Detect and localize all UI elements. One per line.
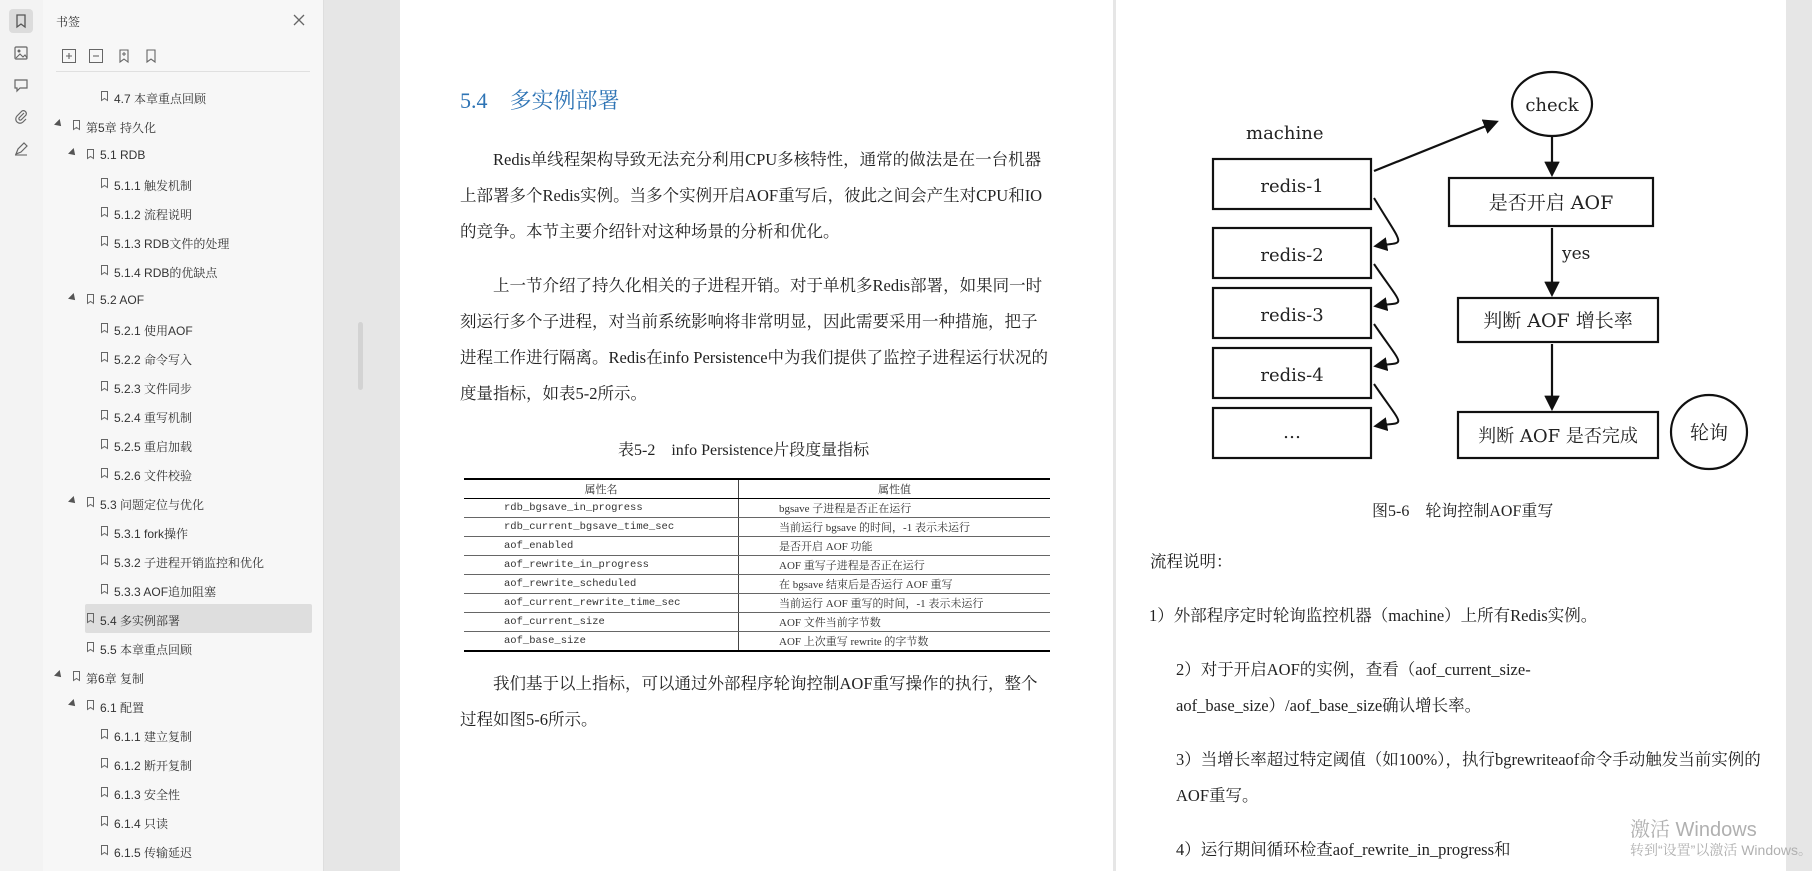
bookmark-item-icon xyxy=(101,178,108,188)
bookmark-item-icon xyxy=(101,555,108,565)
poll-arrow xyxy=(1374,324,1398,366)
instance-label: redis-4 xyxy=(1260,365,1324,386)
instance-label: redis-3 xyxy=(1260,305,1324,326)
bookmark-item[interactable] xyxy=(43,227,323,256)
bookmark-outline-icon[interactable] xyxy=(143,48,159,64)
section-title: 5.4 多实例部署 xyxy=(460,88,620,113)
paragraph-intro: Redis单线程架构导致无法充分利用CPU多核特性，通常的做法是在一台机器上部署多个Redis实例。当多个实例开启AOF重写后，彼此之间会产生对CPU和IO的竞争。本节主要介绍针对这种场景的分析和优化。 xyxy=(460,150,1043,241)
step-label: 判断 AOF 是否完成 xyxy=(1478,426,1638,447)
table-cell: AOF 文件当前字节数 xyxy=(739,613,1051,632)
bookmark-item-label: 5.3.2 子进程开销监控和优化 xyxy=(114,556,265,570)
expand-triangle-icon[interactable] xyxy=(68,148,78,158)
expand-triangle-icon[interactable] xyxy=(68,293,78,303)
table-cell: aof_rewrite_in_progress xyxy=(464,556,739,575)
table-cell: aof_enabled xyxy=(464,537,739,556)
bookmark-item[interactable] xyxy=(43,575,323,604)
table-row xyxy=(464,537,1050,556)
bookmark-item-icon xyxy=(73,120,80,130)
bookmark-item[interactable] xyxy=(43,256,323,285)
signature-icon[interactable] xyxy=(9,137,33,161)
bookmark-item[interactable] xyxy=(43,430,323,459)
bookmark-item[interactable] xyxy=(43,720,323,749)
bookmark-item-label: 第5章 持久化 xyxy=(86,121,157,135)
bookmark-item-icon xyxy=(101,439,108,449)
bookmark-item-label: 5.3.1 fork操作 xyxy=(114,527,189,541)
close-icon[interactable] xyxy=(291,12,307,28)
image-icon[interactable] xyxy=(9,41,33,65)
bookmark-item-label: 5.3.3 AOF追加阻塞 xyxy=(114,585,217,599)
poll-arrow xyxy=(1374,384,1398,426)
instance-label: redis-2 xyxy=(1260,245,1324,266)
bookmark-item[interactable] xyxy=(43,372,323,401)
bookmark-item-label: 5.2.5 重启加载 xyxy=(114,440,193,454)
bookmark-item[interactable] xyxy=(43,517,323,546)
bookmark-item[interactable] xyxy=(43,836,323,865)
table-row xyxy=(464,613,1050,632)
table-header-cell: 属性名 xyxy=(464,479,739,499)
machine-label: machine xyxy=(1246,123,1324,144)
activation-watermark-title: 激活 Windows xyxy=(1630,819,1757,841)
bookmark-item-label: 5.1.1 触发机制 xyxy=(114,179,193,193)
bookmark-item[interactable] xyxy=(43,401,323,430)
paragraph-persistence: 上一节介绍了持久化相关的子进程开销。对于单机多Redis部署，如果同一时刻运行多个子进程，对当前系统影响将非常明显，因此需要采用一种措施，把子进程工作进行隔离。Redis在info Persistence中为我们提供了监控子进程运行状况的度量指标，如表5-2所示。 xyxy=(460,276,1049,403)
bookmark-item-label: 6.1.5 传输延迟 xyxy=(114,846,193,860)
bookmark-item-icon xyxy=(73,671,80,681)
expand-triangle-icon[interactable] xyxy=(54,119,64,129)
bookmark-item[interactable] xyxy=(43,691,323,720)
bookmark-item-icon xyxy=(101,265,108,275)
bookmark-item-label: 5.2.3 文件同步 xyxy=(114,382,193,396)
paragraph-figure-ref: 我们基于以上指标，可以通过外部程序轮询控制AOF重写操作的执行，整个过程如图5-6所示。 xyxy=(460,674,1038,729)
bookmark-item-icon xyxy=(87,294,94,304)
table-row xyxy=(464,499,1050,518)
bookmark-item[interactable] xyxy=(43,488,323,517)
table-row xyxy=(464,556,1050,575)
bookmark-item-label: 5.1.4 RDB的优缺点 xyxy=(114,266,218,280)
bookmark-item[interactable] xyxy=(43,749,323,778)
flow-step-3: 3）当增长率超过特定阈值（如100%），执行bgrewriteaof命令手动触发当前实例的AOF重写。 xyxy=(1176,750,1761,805)
bookmark-item-icon xyxy=(101,410,108,420)
bookmark-item[interactable] xyxy=(43,778,323,807)
activation-watermark-subtitle: 转到“设置”以激活 Windows。 xyxy=(1630,842,1812,858)
instance-label: … xyxy=(1283,422,1301,443)
bookmark-item-icon xyxy=(101,323,108,333)
bookmark-item[interactable] xyxy=(43,343,323,372)
metrics-table xyxy=(464,478,1050,652)
table-row xyxy=(464,594,1050,613)
expand-triangle-icon[interactable] xyxy=(68,699,78,709)
bookmark-item[interactable] xyxy=(43,807,323,836)
bookmark-item-icon xyxy=(101,816,108,826)
bookmark-item[interactable] xyxy=(43,314,323,343)
to-check-arrow xyxy=(1374,122,1496,171)
yes-label: yes xyxy=(1562,244,1591,264)
bookmark-item[interactable] xyxy=(43,111,323,140)
collapse-all-icon[interactable] xyxy=(88,48,104,64)
bookmark-item-label: 5.1.2 流程说明 xyxy=(114,208,193,222)
bookmark-item-label: 5.2.6 文件校验 xyxy=(114,469,193,483)
redis-instance-box xyxy=(1213,288,1371,338)
bookmark-item-icon xyxy=(87,642,94,652)
table-cell: aof_rewrite_scheduled xyxy=(464,575,739,594)
bookmark-item-label: 6.1.4 只读 xyxy=(114,817,169,831)
table-cell: aof_base_size xyxy=(464,632,739,652)
check-label: check xyxy=(1525,95,1579,116)
flow-step-4: 4）运行期间循环检查aof_rewrite_in_progress和 xyxy=(1176,840,1511,859)
bookmark-item-icon xyxy=(101,584,108,594)
expand-triangle-icon[interactable] xyxy=(68,496,78,506)
bookmark-item-icon xyxy=(87,613,94,623)
bookmark-item[interactable] xyxy=(43,198,323,227)
table-cell: AOF 上次重写 rewrite 的字节数 xyxy=(739,632,1051,652)
bookmark-icon[interactable] xyxy=(9,9,33,33)
table-cell: 在 bgsave 结束后是否运行 AOF 重写 xyxy=(739,575,1051,594)
bookmark-item-icon xyxy=(101,207,108,217)
table-row xyxy=(464,575,1050,594)
bookmark-item-label: 5.2.4 重写机制 xyxy=(114,411,193,425)
table-cell: AOF 重写子进程是否正在运行 xyxy=(739,556,1051,575)
panel-title: 书签 xyxy=(56,15,81,29)
bookmark-item-icon xyxy=(87,497,94,507)
table-cell: 是否开启 AOF 功能 xyxy=(739,537,1051,556)
bookmark-item-label: 5.5 本章重点回顾 xyxy=(100,643,193,657)
bookmark-item-label: 6.1 配置 xyxy=(100,701,145,715)
bookmark-item-icon xyxy=(101,91,108,101)
panel-scrollbar[interactable] xyxy=(358,322,363,390)
bookmark-item-icon xyxy=(101,758,108,768)
table-cell: 当前运行 bgsave 的时间，-1 表示未运行 xyxy=(739,518,1051,537)
redis-instance-box xyxy=(1213,159,1371,209)
flow-step-2: 2）对于开启AOF的实例，查看（aof_current_size-aof_base_size）/aof_base_size确认增长率。 xyxy=(1176,660,1531,715)
bookmark-item-label: 4.7 本章重点回顾 xyxy=(114,92,207,106)
comment-icon[interactable] xyxy=(9,73,33,97)
attachment-icon[interactable] xyxy=(9,105,33,129)
table-row xyxy=(464,632,1050,652)
bookmark-item-label: 5.2.2 命令写入 xyxy=(114,353,193,367)
bookmark-item-label: 6.1.2 断开复制 xyxy=(114,759,193,773)
bookmark-item-icon xyxy=(101,381,108,391)
bookmark-item-icon xyxy=(101,729,108,739)
bookmark-item-label: 5.1 RDB xyxy=(100,148,146,162)
bookmark-item-icon xyxy=(101,468,108,478)
add-bookmark-icon[interactable] xyxy=(116,48,132,64)
left-icon-rail xyxy=(0,0,44,871)
figure-caption: 图5-6 轮询控制AOF重写 xyxy=(1372,503,1554,520)
bookmark-item-label: 第6章 复制 xyxy=(86,672,145,686)
poll-arrow xyxy=(1374,264,1398,306)
flow-title: 流程说明： xyxy=(1150,552,1233,571)
redis-instance-box xyxy=(1213,408,1371,458)
bookmark-item-label: 5.4 多实例部署 xyxy=(100,614,181,628)
step-label: 判断 AOF 增长率 xyxy=(1483,310,1633,332)
bookmark-item-icon xyxy=(101,845,108,855)
expand-triangle-icon[interactable] xyxy=(54,670,64,680)
table-header-cell: 属性值 xyxy=(739,479,1051,499)
table-cell: aof_current_size xyxy=(464,613,739,632)
table-row xyxy=(464,518,1050,537)
bookmark-item-icon xyxy=(87,149,94,159)
bookmark-item[interactable] xyxy=(43,169,323,198)
bookmark-item[interactable] xyxy=(43,662,323,691)
bookmark-item[interactable] xyxy=(43,140,323,169)
expand-all-icon[interactable] xyxy=(61,48,77,64)
bookmark-item[interactable] xyxy=(43,82,323,111)
bookmark-item-label: 6.1.3 安全性 xyxy=(114,788,181,802)
bookmark-item-icon xyxy=(101,352,108,362)
bookmark-item-label: 5.1.3 RDB文件的处理 xyxy=(114,237,230,251)
table-cell: 当前运行 AOF 重写的时间，-1 表示未运行 xyxy=(739,594,1051,613)
table-caption: 表5-2 info Persistence片段度量指标 xyxy=(618,442,870,459)
document-page-left xyxy=(400,0,1113,871)
bookmark-item[interactable] xyxy=(43,604,323,633)
bookmark-item-icon xyxy=(101,526,108,536)
document-page-right xyxy=(1116,0,1786,871)
panel-divider xyxy=(56,71,310,72)
table-cell: rdb_bgsave_in_progress xyxy=(464,499,739,518)
poll-arrow xyxy=(1374,198,1398,246)
aof-rewrite-diagram xyxy=(1206,66,1766,486)
bookmark-item[interactable] xyxy=(43,633,323,662)
bookmark-panel xyxy=(43,0,324,871)
step-label: 是否开启 AOF xyxy=(1488,192,1614,214)
flow-step-1: 1）外部程序定时轮询监控机器（machine）上所有Redis实例。 xyxy=(1149,606,1598,625)
bookmark-item[interactable] xyxy=(43,546,323,575)
loop-label: 轮询 xyxy=(1689,422,1729,444)
bookmark-item-label: 5.2.1 使用AOF xyxy=(114,324,193,338)
bookmark-item[interactable] xyxy=(43,459,323,488)
bookmark-item-label: 5.3 问题定位与优化 xyxy=(100,498,205,512)
bookmark-item[interactable] xyxy=(43,285,323,314)
table-cell: rdb_current_bgsave_time_sec xyxy=(464,518,739,537)
redis-instance-box xyxy=(1213,228,1371,278)
table-header-row xyxy=(464,479,1050,499)
instance-label: redis-1 xyxy=(1260,176,1324,197)
bookmark-item-label: 5.2 AOF xyxy=(100,293,145,307)
bookmark-item-label: 6.1.1 建立复制 xyxy=(114,730,193,744)
bookmark-item-icon xyxy=(87,700,94,710)
bookmark-item-icon xyxy=(101,787,108,797)
redis-instance-box xyxy=(1213,348,1371,398)
table-cell: aof_current_rewrite_time_sec xyxy=(464,594,739,613)
bookmark-item-icon xyxy=(101,236,108,246)
table-cell: bgsave 子进程是否正在运行 xyxy=(739,499,1051,518)
